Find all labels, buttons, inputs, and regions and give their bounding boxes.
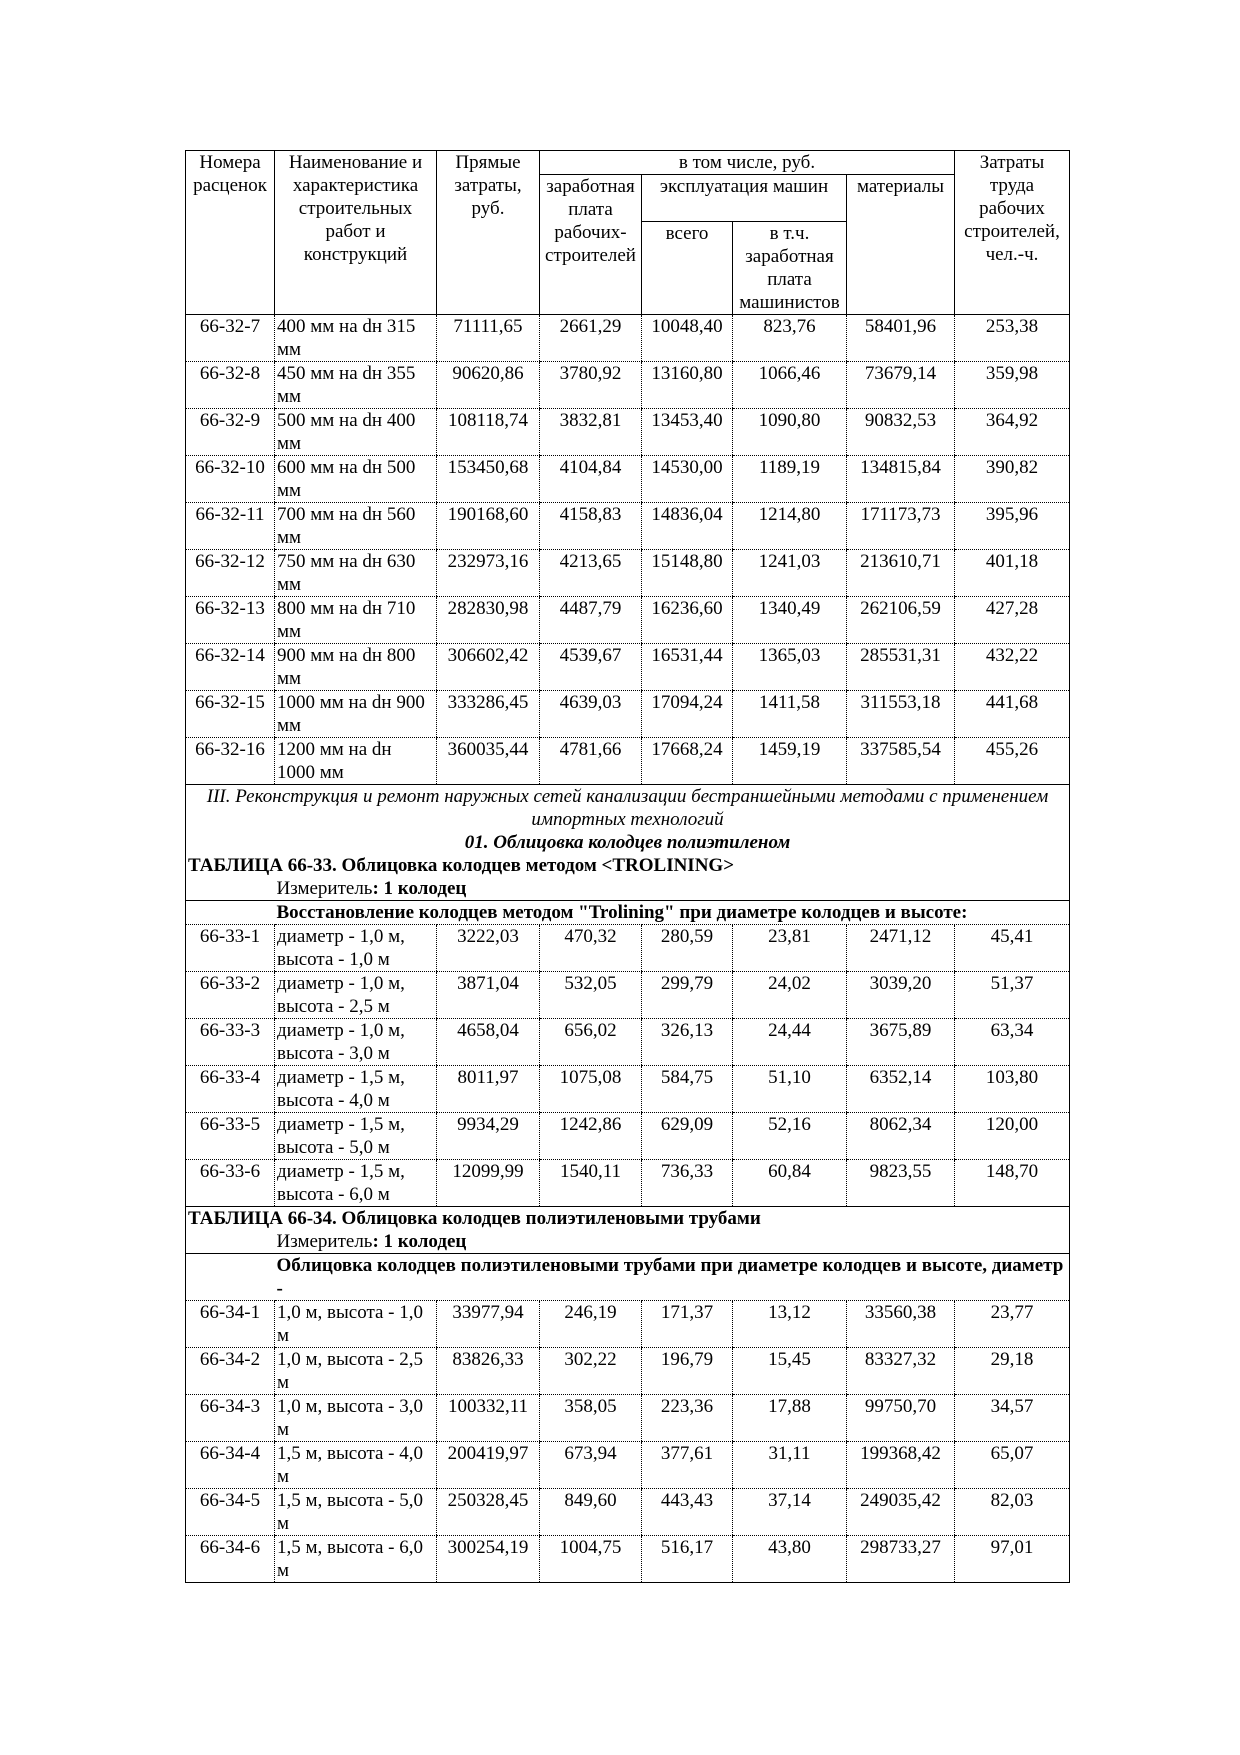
row-materials: 3675,89: [847, 1019, 955, 1066]
table33-title-row: [186, 854, 1070, 877]
row-name: 1200 мм на dн 1000 мм: [275, 738, 437, 785]
row-code: 66-32-12: [186, 550, 275, 597]
table33-desc-row: [186, 901, 1070, 925]
row-wage: 4104,84: [540, 456, 642, 503]
row-mach-total: 516,17: [642, 1536, 733, 1583]
table33-meter-row: [186, 877, 1070, 901]
table34-meter-indent: [186, 1230, 275, 1254]
row-wage: 1004,75: [540, 1536, 642, 1583]
row-code: 66-33-5: [186, 1113, 275, 1160]
header-name: Наименование и характеристика строительных работ и конструкций: [275, 151, 437, 315]
row-wage: 656,02: [540, 1019, 642, 1066]
row-mach-total: 13160,80: [642, 362, 733, 409]
row-materials: 58401,96: [847, 315, 955, 362]
row-labor: 65,07: [955, 1442, 1070, 1489]
row-code: 66-34-5: [186, 1489, 275, 1536]
table-row: [186, 925, 1070, 972]
table-row: [186, 1066, 1070, 1113]
table33-desc-text: Восстановление колодцев методом "Trolining" при диаметре колодцев и высоте:: [276, 902, 968, 923]
table-row: [186, 1160, 1070, 1207]
table-row: [186, 1395, 1070, 1442]
row-wage: 849,60: [540, 1489, 642, 1536]
row-mach-wage: 823,76: [733, 315, 847, 362]
table-row: [186, 1348, 1070, 1395]
row-direct: 71111,65: [437, 315, 540, 362]
row-labor: 253,38: [955, 315, 1070, 362]
row-code: 66-34-4: [186, 1442, 275, 1489]
row-mach-total: 584,75: [642, 1066, 733, 1113]
table34-title-row: [186, 1207, 1070, 1231]
row-code: 66-34-1: [186, 1301, 275, 1348]
table34-desc-text: Облицовка колодцев полиэтиленовыми трубами при диаметре колодцев и высоте, диаметр -: [276, 1255, 1064, 1299]
row-name: 750 мм на dн 630 мм: [275, 550, 437, 597]
row-labor: 97,01: [955, 1536, 1070, 1583]
row-wage: 1242,86: [540, 1113, 642, 1160]
row-code: 66-32-11: [186, 503, 275, 550]
row-direct: 8011,97: [437, 1066, 540, 1113]
row-materials: 249035,42: [847, 1489, 955, 1536]
row-mach-total: 280,59: [642, 925, 733, 972]
row-mach-wage: 23,81: [733, 925, 847, 972]
row-mach-total: 196,79: [642, 1348, 733, 1395]
row-name: 800 мм на dн 710 мм: [275, 597, 437, 644]
header-num: Номера расценок: [186, 151, 275, 315]
header-mach-total: всего: [642, 222, 733, 315]
row-name: 1,5 м, высота - 4,0 м: [275, 1442, 437, 1489]
row-mach-total: 736,33: [642, 1160, 733, 1207]
row-mach-wage: 1365,03: [733, 644, 847, 691]
row-mach-wage: 1090,80: [733, 409, 847, 456]
row-direct: 3871,04: [437, 972, 540, 1019]
header-wage: заработная плата рабочих-строителей: [540, 175, 642, 315]
table-row: [186, 315, 1070, 362]
row-labor: 441,68: [955, 691, 1070, 738]
row-name: диаметр - 1,0 м, высота - 1,0 м: [275, 925, 437, 972]
row-labor: 401,18: [955, 550, 1070, 597]
row-mach-total: 14836,04: [642, 503, 733, 550]
row-name: 1000 мм на dн 900 мм: [275, 691, 437, 738]
row-code: 66-33-1: [186, 925, 275, 972]
section-title: [186, 785, 1070, 832]
row-wage: 4213,65: [540, 550, 642, 597]
row-mach-total: 17094,24: [642, 691, 733, 738]
row-wage: 4639,03: [540, 691, 642, 738]
row-mach-total: 10048,40: [642, 315, 733, 362]
row-direct: 9934,29: [437, 1113, 540, 1160]
row-labor: 395,96: [955, 503, 1070, 550]
row-direct: 200419,97: [437, 1442, 540, 1489]
header-materials: материалы: [847, 175, 955, 315]
row-wage: 532,05: [540, 972, 642, 1019]
row-mach-total: 17668,24: [642, 738, 733, 785]
row-wage: 358,05: [540, 1395, 642, 1442]
table33-meter: [275, 877, 1070, 901]
row-direct: 282830,98: [437, 597, 540, 644]
row-mach-wage: 15,45: [733, 1348, 847, 1395]
row-wage: 470,32: [540, 925, 642, 972]
row-materials: 298733,27: [847, 1536, 955, 1583]
row-mach-wage: 52,16: [733, 1113, 847, 1160]
row-wage: 3780,92: [540, 362, 642, 409]
table-row: [186, 972, 1070, 1019]
row-wage: 2661,29: [540, 315, 642, 362]
row-mach-wage: 37,14: [733, 1489, 847, 1536]
section-title-text: III. Реконструкция и ремонт наружных сетей канализации бестраншейными методами с применением импортных технологий: [206, 786, 1049, 830]
row-mach-wage: 1459,19: [733, 738, 847, 785]
row-labor: 82,03: [955, 1489, 1070, 1536]
rates-table: [185, 150, 1070, 1583]
row-mach-wage: 24,44: [733, 1019, 847, 1066]
row-labor: 427,28: [955, 597, 1070, 644]
row-name: 1,5 м, высота - 5,0 м: [275, 1489, 437, 1536]
table-row: [186, 1113, 1070, 1160]
row-code: 66-33-3: [186, 1019, 275, 1066]
row-direct: 83826,33: [437, 1348, 540, 1395]
table34-meter-row: [186, 1230, 1070, 1254]
row-code: 66-33-6: [186, 1160, 275, 1207]
row-labor: 432,22: [955, 644, 1070, 691]
table-row: [186, 456, 1070, 503]
row-wage: 302,22: [540, 1348, 642, 1395]
row-wage: 246,19: [540, 1301, 642, 1348]
row-materials: 8062,34: [847, 1113, 955, 1160]
table-row: [186, 409, 1070, 456]
meter-label: Измеритель: [276, 878, 373, 899]
row-code: 66-34-2: [186, 1348, 275, 1395]
table34-meter: [275, 1230, 1070, 1254]
row-labor: 120,00: [955, 1113, 1070, 1160]
row-materials: 2471,12: [847, 925, 955, 972]
row-name: 900 мм на dн 800 мм: [275, 644, 437, 691]
row-name: 500 мм на dн 400 мм: [275, 409, 437, 456]
row-direct: 90620,86: [437, 362, 540, 409]
row-mach-total: 13453,40: [642, 409, 733, 456]
row-materials: 213610,71: [847, 550, 955, 597]
row-materials: 311553,18: [847, 691, 955, 738]
row-code: 66-32-16: [186, 738, 275, 785]
row-mach-wage: 43,80: [733, 1536, 847, 1583]
row-mach-wage: 24,02: [733, 972, 847, 1019]
header-row: [186, 151, 1070, 175]
row-materials: 33560,38: [847, 1301, 955, 1348]
table34-desc-row: [186, 1254, 1070, 1301]
row-materials: 171173,73: [847, 503, 955, 550]
table-row: [186, 1019, 1070, 1066]
row-name: 450 мм на dн 355 мм: [275, 362, 437, 409]
row-wage: 1075,08: [540, 1066, 642, 1113]
row-wage: 4487,79: [540, 597, 642, 644]
row-mach-wage: 51,10: [733, 1066, 847, 1113]
row-mach-wage: 1411,58: [733, 691, 847, 738]
row-mach-wage: 1066,46: [733, 362, 847, 409]
table33-desc-indent: [186, 901, 275, 925]
row-materials: 285531,31: [847, 644, 955, 691]
row-code: 66-32-13: [186, 597, 275, 644]
table34-desc-indent: [186, 1254, 275, 1301]
row-mach-wage: 1340,49: [733, 597, 847, 644]
row-materials: 90832,53: [847, 409, 955, 456]
row-direct: 306602,42: [437, 644, 540, 691]
row-materials: 6352,14: [847, 1066, 955, 1113]
row-mach-wage: 1189,19: [733, 456, 847, 503]
row-code: 66-33-4: [186, 1066, 275, 1113]
row-name: 400 мм на dн 315 мм: [275, 315, 437, 362]
row-name: диаметр - 1,5 м, высота - 5,0 м: [275, 1113, 437, 1160]
row-labor: 34,57: [955, 1395, 1070, 1442]
meter-value: : 1 колодец: [372, 878, 467, 899]
row-mach-total: 326,13: [642, 1019, 733, 1066]
row-wage: 4539,67: [540, 644, 642, 691]
row-wage: 4158,83: [540, 503, 642, 550]
row-wage: 1540,11: [540, 1160, 642, 1207]
row-direct: 250328,45: [437, 1489, 540, 1536]
table-row: [186, 738, 1070, 785]
row-direct: 100332,11: [437, 1395, 540, 1442]
row-mach-total: 629,09: [642, 1113, 733, 1160]
row-labor: 364,92: [955, 409, 1070, 456]
table-row: [186, 362, 1070, 409]
row-mach-total: 15148,80: [642, 550, 733, 597]
row-direct: 153450,68: [437, 456, 540, 503]
row-mach-total: 171,37: [642, 1301, 733, 1348]
row-mach-total: 14530,00: [642, 456, 733, 503]
meter-label: Измеритель: [276, 1231, 373, 1252]
row-name: 1,0 м, высота - 2,5 м: [275, 1348, 437, 1395]
table-row: [186, 550, 1070, 597]
row-code: 66-32-8: [186, 362, 275, 409]
header-mach-wage: в т.ч. заработная плата машинистов: [733, 222, 847, 315]
table-row: [186, 503, 1070, 550]
row-direct: 33977,94: [437, 1301, 540, 1348]
row-direct: 4658,04: [437, 1019, 540, 1066]
row-materials: 262106,59: [847, 597, 955, 644]
row-materials: 83327,32: [847, 1348, 955, 1395]
row-mach-wage: 1214,80: [733, 503, 847, 550]
table34-title-text: ТАБЛИЦА 66-34. Облицовка колодцев полиэтиленовыми трубами: [188, 1208, 761, 1229]
row-mach-total: 299,79: [642, 972, 733, 1019]
row-mach-wage: 1241,03: [733, 550, 847, 597]
row-mach-wage: 17,88: [733, 1395, 847, 1442]
section-subtitle-text: 01. Облицовка колодцев полиэтиленом: [464, 832, 791, 853]
row-direct: 232973,16: [437, 550, 540, 597]
row-materials: 337585,54: [847, 738, 955, 785]
row-materials: 73679,14: [847, 362, 955, 409]
section-subtitle: [186, 831, 1070, 854]
table33-title-text: ТАБЛИЦА 66-33. Облицовка колодцев методом <TROLINING>: [188, 855, 735, 876]
row-code: 66-34-3: [186, 1395, 275, 1442]
row-name: диаметр - 1,5 м, высота - 6,0 м: [275, 1160, 437, 1207]
row-labor: 45,41: [955, 925, 1070, 972]
row-mach-total: 377,61: [642, 1442, 733, 1489]
row-code: 66-33-2: [186, 972, 275, 1019]
row-wage: 673,94: [540, 1442, 642, 1489]
table-row: [186, 597, 1070, 644]
row-labor: 148,70: [955, 1160, 1070, 1207]
row-mach-total: 443,43: [642, 1489, 733, 1536]
row-wage: 4781,66: [540, 738, 642, 785]
row-code: 66-34-6: [186, 1536, 275, 1583]
meter-value: : 1 колодец: [372, 1231, 467, 1252]
table34-desc: [275, 1254, 1070, 1301]
row-mach-wage: 60,84: [733, 1160, 847, 1207]
row-direct: 300254,19: [437, 1536, 540, 1583]
row-direct: 12099,99: [437, 1160, 540, 1207]
header-incl: в том числе, руб.: [540, 151, 955, 175]
header-mach: эксплуатация машин: [642, 175, 847, 222]
row-code: 66-32-9: [186, 409, 275, 456]
row-labor: 103,80: [955, 1066, 1070, 1113]
row-materials: 3039,20: [847, 972, 955, 1019]
row-labor: 359,98: [955, 362, 1070, 409]
table33-desc: [275, 901, 1070, 925]
row-materials: 199368,42: [847, 1442, 955, 1489]
row-materials: 134815,84: [847, 456, 955, 503]
row-code: 66-32-15: [186, 691, 275, 738]
row-code: 66-32-10: [186, 456, 275, 503]
row-name: диаметр - 1,0 м, высота - 3,0 м: [275, 1019, 437, 1066]
row-name: 700 мм на dн 560 мм: [275, 503, 437, 550]
row-labor: 29,18: [955, 1348, 1070, 1395]
row-mach-total: 223,36: [642, 1395, 733, 1442]
row-name: 1,0 м, высота - 3,0 м: [275, 1395, 437, 1442]
table-row: [186, 1489, 1070, 1536]
section-title-row: [186, 785, 1070, 832]
row-name: 600 мм на dн 500 мм: [275, 456, 437, 503]
row-labor: 23,77: [955, 1301, 1070, 1348]
row-code: 66-32-7: [186, 315, 275, 362]
table-row: [186, 644, 1070, 691]
row-materials: 9823,55: [847, 1160, 955, 1207]
table33-meter-indent: [186, 877, 275, 901]
table-row: [186, 1442, 1070, 1489]
row-mach-wage: 31,11: [733, 1442, 847, 1489]
row-mach-wage: 13,12: [733, 1301, 847, 1348]
row-name: 1,5 м, высота - 6,0 м: [275, 1536, 437, 1583]
header-direct: Прямые затраты, руб.: [437, 151, 540, 315]
row-labor: 63,34: [955, 1019, 1070, 1066]
row-labor: 390,82: [955, 456, 1070, 503]
row-name: 1,0 м, высота - 1,0 м: [275, 1301, 437, 1348]
row-direct: 190168,60: [437, 503, 540, 550]
row-materials: 99750,70: [847, 1395, 955, 1442]
row-wage: 3832,81: [540, 409, 642, 456]
table-row: [186, 1301, 1070, 1348]
row-direct: 360035,44: [437, 738, 540, 785]
row-name: диаметр - 1,5 м, высота - 4,0 м: [275, 1066, 437, 1113]
row-direct: 108118,74: [437, 409, 540, 456]
table-row: [186, 1536, 1070, 1583]
row-direct: 333286,45: [437, 691, 540, 738]
row-mach-total: 16531,44: [642, 644, 733, 691]
row-labor: 455,26: [955, 738, 1070, 785]
row-labor: 51,37: [955, 972, 1070, 1019]
row-direct: 3222,03: [437, 925, 540, 972]
row-name: диаметр - 1,0 м, высота - 2,5 м: [275, 972, 437, 1019]
section-subtitle-row: [186, 831, 1070, 854]
table-row: [186, 691, 1070, 738]
header-labor: Затраты труда рабочих строителей, чел.-ч.: [955, 151, 1070, 315]
table33-title: [186, 854, 1070, 877]
table34-title: [186, 1207, 1070, 1231]
row-mach-total: 16236,60: [642, 597, 733, 644]
row-code: 66-32-14: [186, 644, 275, 691]
